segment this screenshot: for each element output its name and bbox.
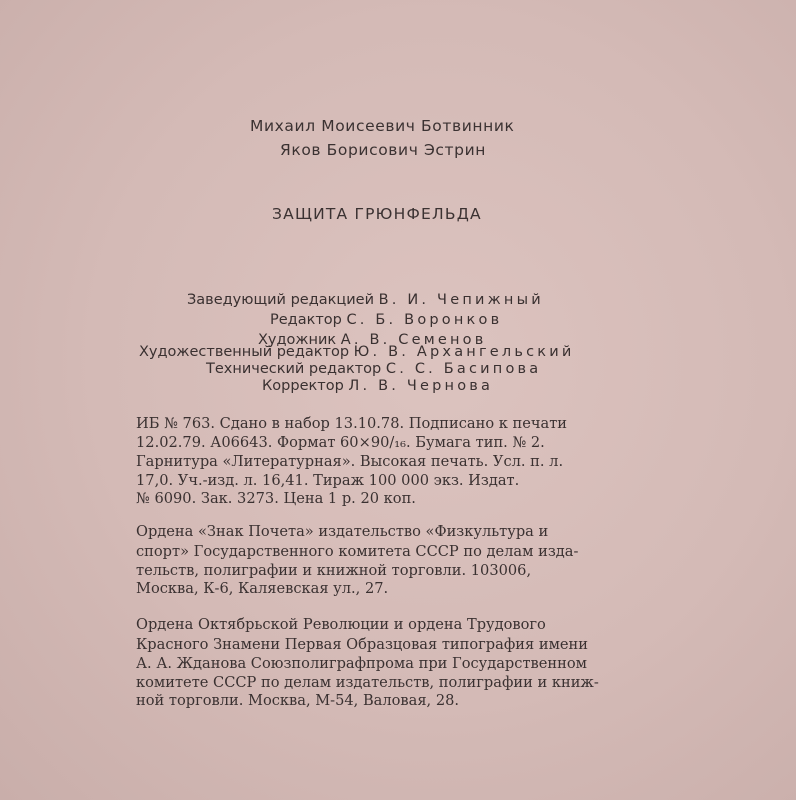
author-name: Михаил Моисеевич Ботвинник <box>250 117 515 135</box>
staff-name: А. В. Семенов <box>340 332 487 348</box>
staff-role: Художественный редактор <box>139 344 350 360</box>
staff-role: Технический редактор <box>206 361 382 377</box>
staff-name: Ю. В. Архангельский <box>353 344 575 360</box>
staff-name: В. И. Чепижный <box>378 292 544 308</box>
imprint-line: 12.02.79. А06643. Формат 60×90/₁₆. Бумага тип. № 2. <box>136 434 545 451</box>
staff-credit <box>139 345 575 360</box>
publisher-line: тельств, полиграфии и книжной торговли. 103006, <box>136 562 532 579</box>
staff-credit <box>206 362 541 377</box>
staff-role: Заведующий редакцией <box>187 292 375 308</box>
staff-credit <box>187 293 544 308</box>
staff-name: С. Б. Воронков <box>346 312 503 328</box>
printer-line: Красного Знамени Первая Образцовая типография имени <box>136 636 589 653</box>
printer-line: Ордена Октябрьской Революции и ордена Трудового <box>136 616 546 633</box>
staff-credit <box>270 313 502 328</box>
staff-role: Корректор <box>262 378 344 394</box>
staff-role: Художник <box>258 332 337 348</box>
publisher-line: Ордена «Знак Почета» издательство «Физкультура и <box>136 523 549 540</box>
imprint-line: 17,0. Уч.-изд. л. 16,41. Тираж 100 000 экз. Издат. <box>136 472 520 489</box>
author-name: Яков Борисович Эстрин <box>280 141 487 159</box>
printer-line: комитете СССР по делам издательств, полиграфии и книж- <box>136 674 599 691</box>
publisher-line: спорт» Государственного комитета СССР по делам изда- <box>136 543 579 560</box>
publisher-line: Москва, К-6, Каляевская ул., 27. <box>136 580 389 597</box>
staff-name: Л. В. Чернова <box>348 378 494 394</box>
staff-credit <box>262 379 493 394</box>
book-title: ЗАЩИТА ГРЮНФЕЛЬДА <box>272 205 482 223</box>
imprint-line: Гарнитура «Литературная». Высокая печать. Усл. п. л. <box>136 453 564 470</box>
printer-line: А. А. Жданова Союзполиграфпрома при Государственном <box>136 655 587 672</box>
imprint-line: ИБ № 763. Сдано в набор 13.10.78. Подписано к печати <box>136 415 568 432</box>
imprint-line: № 6090. Зак. 3273. Цена 1 р. 20 коп. <box>136 490 416 507</box>
printer-line: ной торговли. Москва, М-54, Валовая, 28. <box>136 692 460 709</box>
staff-name: С. С. Басипова <box>385 361 542 377</box>
staff-role: Редактор <box>270 312 342 328</box>
